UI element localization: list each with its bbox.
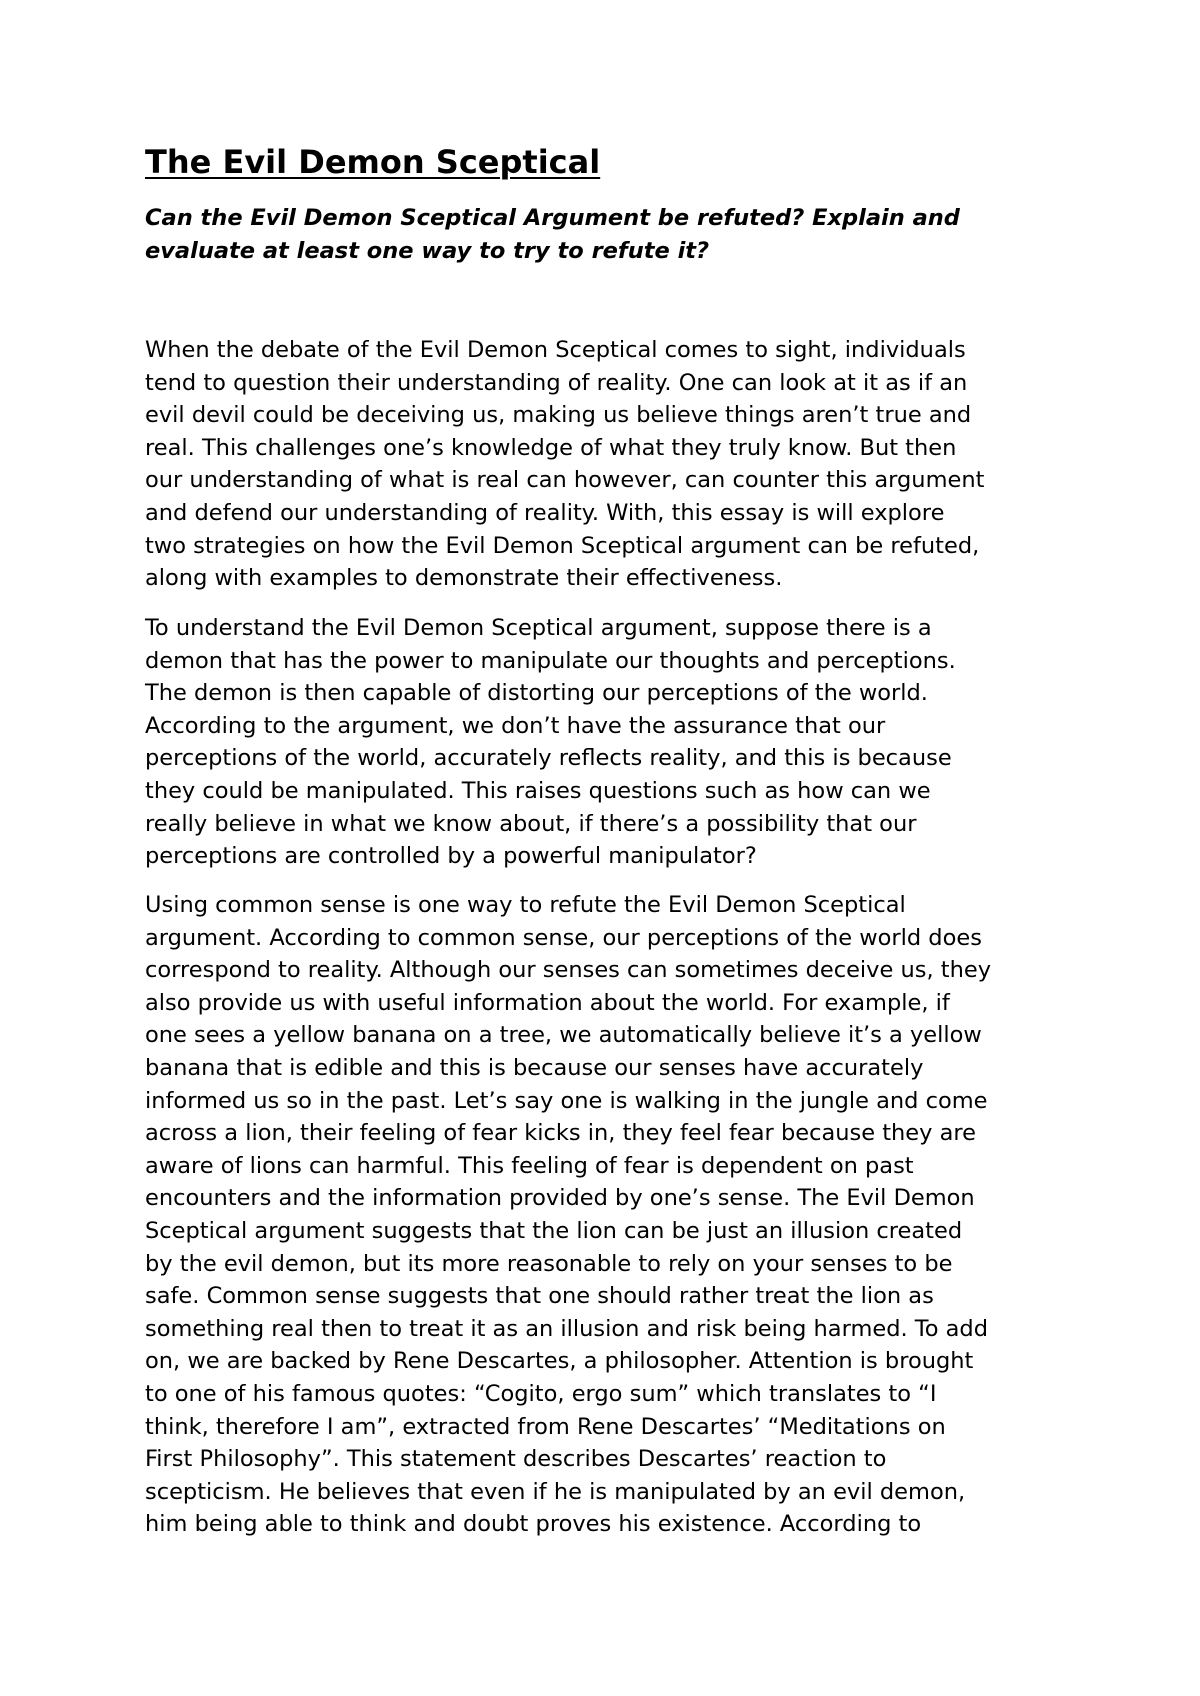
paragraph-line: safe. Common sense suggests that one should rather treat the lion as (145, 1283, 934, 1310)
paragraph-line: banana that is edible and this is because our senses have accurately (145, 1054, 924, 1081)
paragraph-line: our understanding of what is real can however, can counter this argument (145, 467, 985, 494)
paragraph-line: they could be manipulated. This raises questions such as how can we (145, 777, 931, 804)
paragraph-line: First Philosophy”. This statement describes Descartes’ reaction to (145, 1446, 887, 1473)
paragraph-line: informed us so in the past. Let’s say one is walking in the jungle and come (145, 1087, 988, 1114)
paragraph-common-sense (145, 889, 991, 1541)
paragraph-line: across a lion, their feeling of fear kicks in, they feel fear because they are (145, 1120, 976, 1147)
paragraph-line: Sceptical argument suggests that the lion can be just an illusion created (145, 1217, 963, 1244)
paragraph-line: real. This challenges one’s knowledge of what they truly know. But then (145, 434, 957, 461)
paragraph-line: The demon is then capable of distorting our perceptions of the world. (145, 680, 928, 707)
paragraph-line: demon that has the power to manipulate our thoughts and perceptions. (145, 647, 956, 674)
essay-question (145, 202, 960, 268)
essay-title: The Evil Demon Sceptical (145, 143, 601, 181)
paragraph-line: Using common sense is one way to refute the Evil Demon Sceptical (145, 892, 906, 918)
paragraph-line: perceptions are controlled by a powerful manipulator? (145, 843, 757, 870)
paragraph-line: to one of his famous quotes: “Cogito, ergo sum” which translates to “I (145, 1380, 937, 1407)
paragraph-line: To understand the Evil Demon Sceptical argument, suppose there is a (145, 615, 932, 641)
paragraph-argument-explanation (145, 612, 956, 873)
paragraph-line: argument. According to common sense, our perceptions of the world does (145, 924, 982, 951)
essay-question-line: evaluate at least one way to try to refute it? (145, 238, 710, 264)
paragraph-line: one sees a yellow banana on a tree, we automatically believe it’s a yellow (145, 1022, 982, 1049)
paragraph-line: When the debate of the Evil Demon Sceptical comes to sight, individuals (145, 337, 966, 363)
paragraph-line: aware of lions can harmful. This feeling of fear is dependent on past (145, 1152, 914, 1179)
paragraph-line: by the evil demon, but its more reasonable to rely on your senses to be (145, 1250, 953, 1277)
paragraph-line: tend to question their understanding of reality. One can look at it as if an (145, 369, 968, 396)
paragraph-line: something real then to treat it as an illusion and risk being harmed. To add (145, 1315, 988, 1342)
paragraph-line: on, we are backed by Rene Descartes, a philosopher. Attention is brought (145, 1348, 974, 1375)
paragraph-line: perceptions of the world, accurately reflects reality, and this is because (145, 745, 952, 772)
paragraph-line: really believe in what we know about, if there’s a possibility that our (145, 810, 917, 837)
paragraph-line: two strategies on how the Evil Demon Sceptical argument can be refuted, (145, 532, 980, 559)
paragraph-line: also provide us with useful information about the world. For example, if (145, 989, 950, 1016)
paragraph-introduction (145, 334, 984, 595)
paragraph-line: along with examples to demonstrate their effectiveness. (145, 565, 783, 592)
paragraph-line: According to the argument, we don’t have the assurance that our (145, 712, 886, 739)
paragraph-line: him being able to think and doubt proves his existence. According to (145, 1511, 922, 1538)
paragraph-line: and defend our understanding of reality. With, this essay is will explore (145, 499, 945, 526)
essay-question-line: Can the Evil Demon Sceptical Argument be refuted? Explain and (145, 205, 960, 231)
paragraph-line: scepticism. He believes that even if he is manipulated by an evil demon, (145, 1478, 966, 1505)
paragraph-line: encounters and the information provided by one’s sense. The Evil Demon (145, 1185, 975, 1212)
paragraph-line: evil devil could be deceiving us, making us believe things aren’t true and (145, 402, 972, 429)
paragraph-line: correspond to reality. Although our senses can sometimes deceive us, they (145, 957, 992, 984)
paragraph-line: think, therefore I am”, extracted from Rene Descartes’ “Meditations on (145, 1413, 946, 1440)
